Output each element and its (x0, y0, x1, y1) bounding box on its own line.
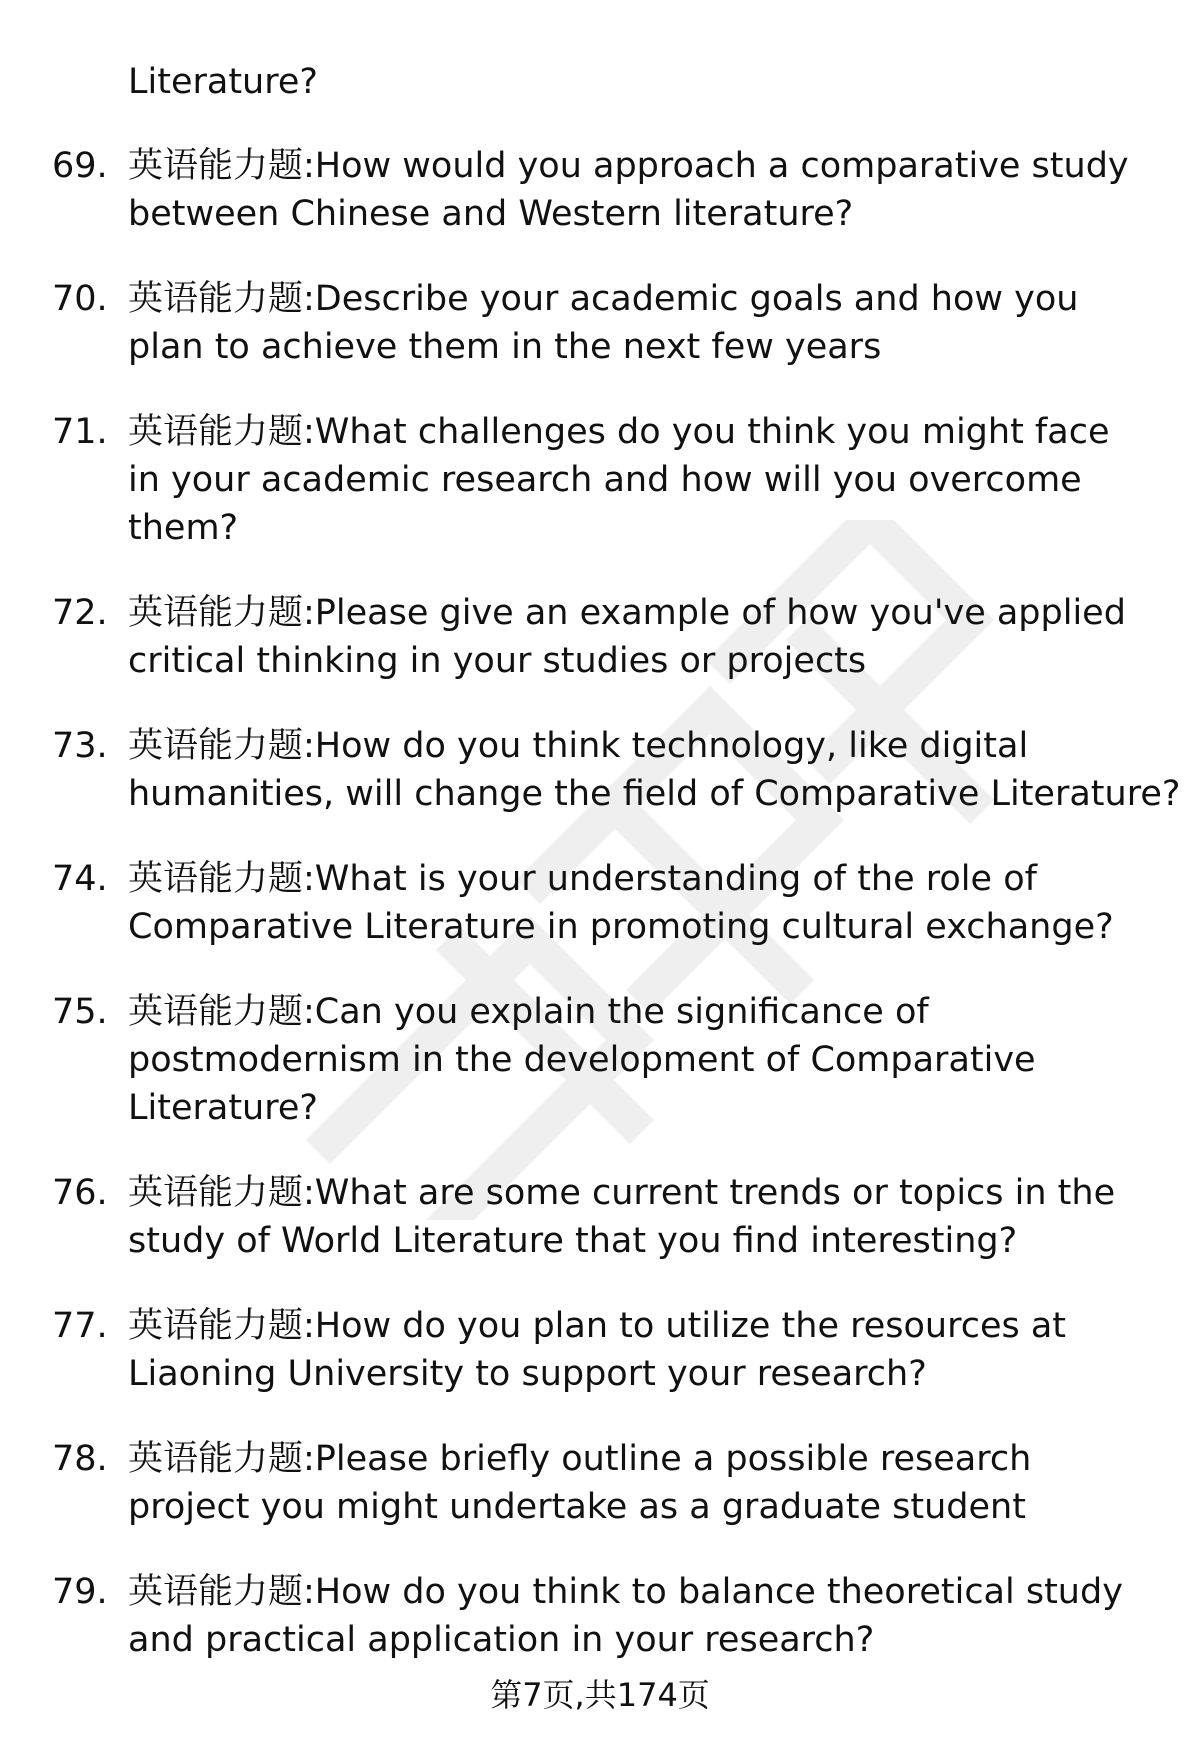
question-line-text: Describe your academic goals and how you (314, 279, 1079, 319)
question-text (128, 142, 1173, 238)
question-number: 73. (52, 726, 108, 766)
question-line-text: Can you explain the significance of (314, 992, 929, 1032)
question-number: 72. (52, 593, 108, 633)
question-number: 79. (52, 1572, 108, 1612)
question-number: 70. (52, 279, 108, 319)
question-number: 77. (52, 1306, 108, 1346)
question-item (0, 589, 1200, 685)
question-line-text: humanities, will change the field of Comparative Literature? (128, 774, 1181, 814)
question-item (0, 988, 1200, 1132)
question-line-text: Literature? (128, 1088, 318, 1128)
question-line-text: Please give an example of how you've applied (314, 593, 1126, 633)
question-line (128, 1483, 1173, 1531)
question-line-text: them? (128, 508, 239, 548)
question-text (128, 855, 1173, 951)
question-tag: 英语能力题: (128, 992, 315, 1032)
question-number: 75. (52, 992, 108, 1032)
question-text (128, 408, 1173, 552)
question-tag: 英语能力题: (128, 279, 315, 319)
question-line-text: plan to achieve them in the next few years (128, 327, 882, 367)
question-line-text: What challenges do you think you might face (314, 412, 1110, 452)
question-item (0, 275, 1200, 371)
question-number: 76. (52, 1173, 108, 1213)
question-item (0, 1169, 1200, 1265)
question-line-text: How would you approach a comparative study (314, 146, 1129, 186)
question-line (128, 275, 1173, 323)
question-line-text: between Chinese and Western literature? (128, 194, 854, 234)
question-line-text: postmodernism in the development of Comparative (128, 1040, 1036, 1080)
question-line (128, 1084, 1173, 1132)
question-item (0, 1435, 1200, 1531)
question-text (128, 1435, 1173, 1531)
question-line (128, 855, 1173, 903)
question-line-text: Please briefly outline a possible research (314, 1439, 1032, 1479)
question-tag: 英语能力题: (128, 412, 315, 452)
question-line (128, 637, 1173, 685)
question-line (128, 190, 1173, 238)
question-item (0, 1302, 1200, 1398)
question-line-text: and practical application in your research? (128, 1620, 875, 1660)
question-line-text: Liaoning University to support your research? (128, 1354, 927, 1394)
question-text (128, 1302, 1173, 1398)
question-line-text: How do you plan to utilize the resources at (314, 1306, 1067, 1346)
question-line (128, 589, 1173, 637)
question-tag: 英语能力题: (128, 593, 315, 633)
question-line (128, 456, 1173, 504)
question-line (128, 408, 1173, 456)
question-list (0, 142, 1200, 1701)
question-tag: 英语能力题: (128, 1439, 315, 1479)
question-text (128, 988, 1173, 1132)
question-line-text: What is your understanding of the role of (314, 859, 1037, 899)
question-item (0, 1568, 1200, 1664)
question-line-text: How do you think to balance theoretical study (314, 1572, 1123, 1612)
question-line (128, 1568, 1173, 1616)
question-tag: 英语能力题: (128, 146, 315, 186)
question-text (128, 1568, 1173, 1664)
question-tag: 英语能力题: (128, 1173, 315, 1213)
question-line-text: critical thinking in your studies or projects (128, 641, 867, 681)
question-line (128, 1217, 1173, 1265)
page-footer: 第7页,共174页 (490, 1676, 710, 1714)
question-line (128, 504, 1173, 552)
question-number: 78. (52, 1439, 108, 1479)
question-line (128, 323, 1173, 371)
question-tag: 英语能力题: (128, 726, 315, 766)
question-number: 69. (52, 146, 108, 186)
question-text (128, 1169, 1173, 1265)
carry-over-line: Literature? (128, 62, 318, 102)
question-line-text: Comparative Literature in promoting cultural exchange? (128, 907, 1114, 947)
question-line (128, 1616, 1173, 1664)
question-tag: 英语能力题: (128, 1306, 315, 1346)
question-number: 71. (52, 412, 108, 452)
question-line (128, 903, 1173, 951)
question-line (128, 988, 1173, 1036)
question-line-text: What are some current trends or topics in the (314, 1173, 1116, 1213)
question-item (0, 855, 1200, 951)
question-line-text: How do you think technology, like digital (314, 726, 1029, 766)
question-line (128, 722, 1173, 770)
question-line (128, 1350, 1173, 1398)
question-line (128, 142, 1173, 190)
question-line (128, 1435, 1173, 1483)
question-line-text: in your academic research and how will you overcome (128, 460, 1082, 500)
question-tag: 英语能力题: (128, 1572, 315, 1612)
question-line (128, 770, 1181, 818)
question-text (128, 275, 1173, 371)
question-text (128, 589, 1173, 685)
question-number: 74. (52, 859, 108, 899)
question-line-text: project you might undertake as a graduate student (128, 1487, 1026, 1527)
question-line (128, 1036, 1173, 1084)
question-item (0, 408, 1200, 552)
question-text (128, 722, 1181, 818)
question-item (0, 722, 1200, 818)
question-line (128, 1302, 1173, 1350)
question-line (128, 1169, 1173, 1217)
question-item (0, 142, 1200, 238)
question-tag: 英语能力题: (128, 859, 315, 899)
question-line-text: study of World Literature that you find interesting? (128, 1221, 1018, 1261)
